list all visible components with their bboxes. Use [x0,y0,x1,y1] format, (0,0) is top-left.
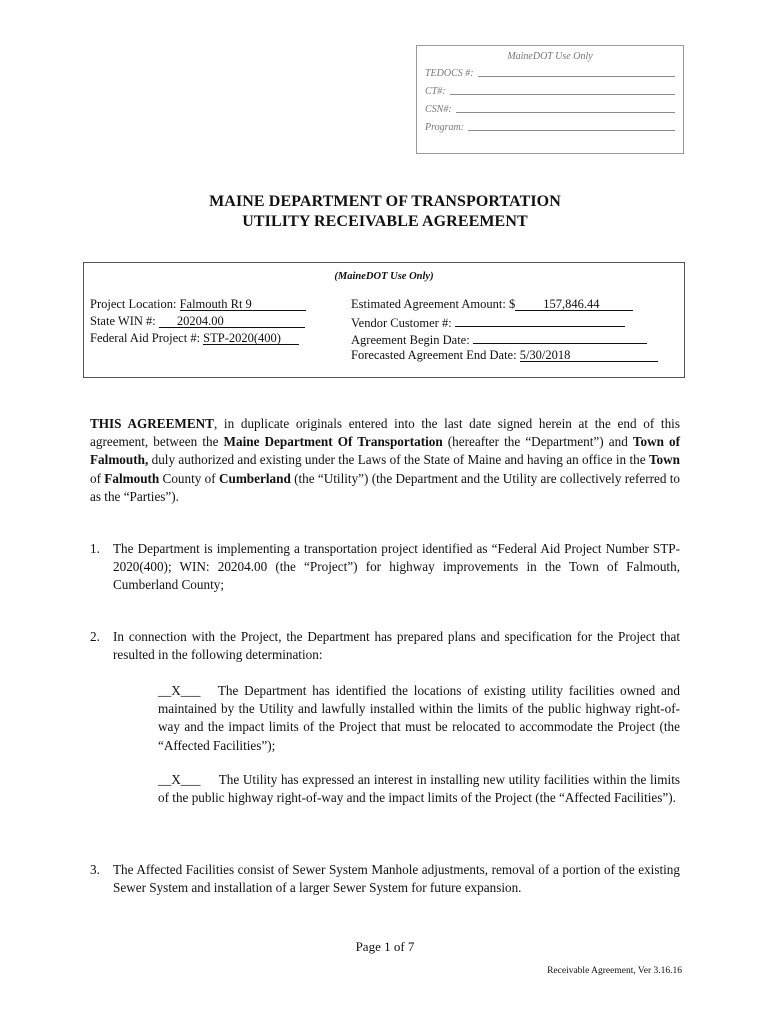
intro-text-6: (the “Utility”) (the Department and the Utility are collectively referred to as the “Parties”). [90,470,681,504]
end-date-value[interactable]: 5/30/2018 [520,349,658,362]
project-info-box [83,262,685,378]
intro-cumberland: Cumberland [218,470,291,486]
project-location-value[interactable]: Falmouth Rt 9 [180,298,306,311]
vendor-customer-field [351,314,625,331]
tedocs-field[interactable] [425,68,675,79]
item-1-text: The Department is implementing a transportation project identified as “Federal Aid Project Number STP-2020(400); WIN: 20204.00 (the “Project”) for highway improvements in the Town of Falmouth, Cumberland County; [113,541,680,593]
csn-field[interactable] [425,104,675,115]
vendor-customer-label: Vendor Customer #: [351,316,452,330]
version-label: Receivable Agreement, Ver 3.16.16 [547,966,682,976]
vendor-customer-value[interactable] [455,314,625,327]
option-existing-facilities [158,682,680,755]
project-location-field [90,297,306,312]
agreement-intro-paragraph [90,415,680,506]
intro-text-3: duly authorized and existing under the Laws of the State of Maine and having an office in the [148,452,649,468]
intro-text-2: (hereafter the “Department”) and [442,434,633,450]
intro-text-1: , in duplicate originals entered into the last date signed herein at the end of this agreement, between the [90,416,680,450]
option-new-facilities [158,771,680,807]
begin-date-label: Agreement Begin Date: [351,333,470,347]
document-title-line1: MAINE DEPARTMENT OF TRANSPORTATION [209,193,561,210]
intro-town-of-falmouth: Town of Falmouth, [90,434,681,468]
begin-date-field [351,331,647,348]
intro-town: Town [648,452,680,468]
estimated-amount-value[interactable]: 157,846.44 [515,298,633,311]
intro-department: Maine Department Of Transportation [223,434,443,450]
intro-text-4: of [90,470,105,486]
program-label: Program: [425,122,465,133]
csn-label: CSN#: [425,104,452,115]
item-2-number: 2. [90,629,100,644]
end-date-label: Forecasted Agreement End Date: [351,348,517,362]
tedocs-label: TEDOCS #: [425,68,474,79]
document-title-line2: UTILITY RECEIVABLE AGREEMENT [242,213,528,230]
use-only-title: MaineDOT Use Only [507,51,593,62]
option-new-checkmark[interactable]: __X___ [158,772,201,787]
info-box-header: (MaineDOT Use Only) [334,271,434,282]
intro-falmouth: Falmouth [104,470,160,486]
federal-aid-label: Federal Aid Project #: [90,331,201,345]
state-win-value[interactable]: 20204.00 [159,315,305,328]
federal-aid-value[interactable]: STP-2020(400) [203,332,299,345]
begin-date-value[interactable] [473,331,647,344]
intro-lead: THIS AGREEMENT [90,416,214,431]
end-date-field [351,348,658,363]
item-1-number: 1. [90,541,100,556]
intro-text-5: County of [159,470,219,486]
item-2-text: In connection with the Project, the Department has prepared plans and specification for the Project that resulted in the following determination: [113,629,680,663]
item-3-number: 3. [90,862,100,877]
state-win-label: State WIN #: [90,314,156,328]
ct-label: CT#: [425,86,446,97]
option-existing-text: The Department has identified the locations of existing utility facilities owned and maintained by the Utility and lawfully installed within the limits of the public highway right-of-way and the impact limits of the Project that must be relocated to accommodate the Project (the “Affected Facilities”); [158,683,680,753]
state-win-field [90,314,305,329]
federal-aid-field [90,331,299,346]
option-new-text: The Utility has expressed an interest in installing new utility facilities within the limits of the public highway right-of-way and the impact limits of the Project (the “Affected Facilities”). [158,772,680,806]
ct-field[interactable] [425,86,675,97]
option-existing-checkmark[interactable]: __X___ [158,683,201,698]
page-number: Page 1 of 7 [355,939,415,954]
estimated-amount-label: Estimated Agreement Amount: $ [351,297,516,311]
maine-dot-use-only-box [416,45,684,154]
project-location-label: Project Location: [90,297,177,311]
estimated-amount-field [351,297,633,312]
item-3-text: The Affected Facilities consist of Sewer System Manhole adjustments, removal of a portion of the existing Sewer System and installation of a larger Sewer System for future expansion. [113,862,680,896]
program-field[interactable] [425,122,675,133]
